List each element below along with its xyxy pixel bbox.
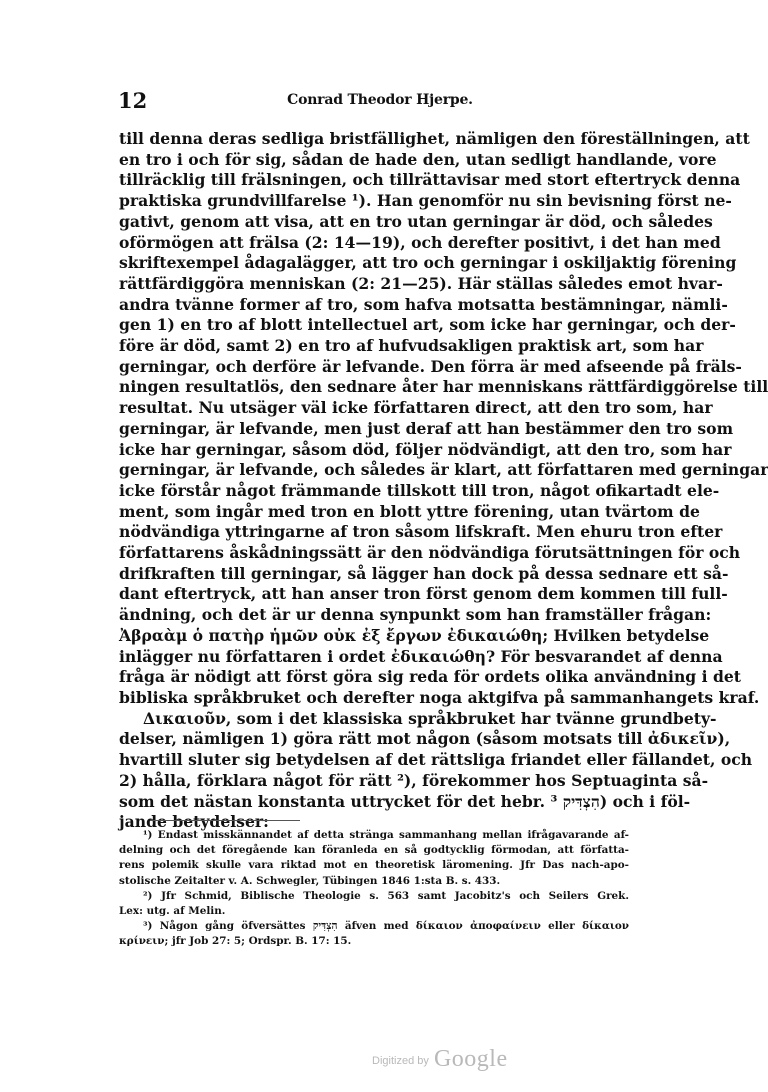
footnote-line: stolische Zeitalter v. A. Schwegler, Tübingen 1846 1:sta B. s. 433.: [119, 874, 501, 887]
running-head: Conrad Theodor Hjerpe.: [287, 92, 473, 108]
body-line: skriftexempel ådagalägger, att tro och gerningar i oskiljaktig förening: [119, 253, 737, 273]
body-line: dant eftertryck, att han anser tron först genom dem kommen till full-: [119, 584, 728, 604]
google-logo: Google: [433, 1046, 508, 1072]
body-line: som det nästan konstanta uttrycket för det hebr. הִצְדִּיק ³) och i föl-: [119, 791, 691, 811]
body-line: drifkraften till gerningar, så lägger han dock på dessa sednare ett så-: [119, 563, 729, 583]
body-line: icke har gerningar, såsom död, följer nödvändigt, att den tro, som har: [119, 439, 732, 459]
body-line: en tro i och för sig, sådan de hade den, utan sedligt handlande, vore: [119, 149, 717, 169]
page-header: [0, 88, 702, 118]
footnote-1: ¹) Endast misskännandet af detta stränga sammanhang mellan ifrågavarande af-: [143, 829, 629, 841]
body-line: resultat. Nu utsäger väl icke författaren direct, att den tro som, har: [119, 398, 713, 418]
paragraph-start-line: Δικαιοῦν, som i det klassiska språkbruket har tvänne grundbety-: [143, 708, 717, 728]
body-line: jande betydelser:: [119, 812, 269, 832]
body-line: författarens åskådningssätt är den nödvändiga förutsättningen för och: [119, 543, 741, 563]
body-line: ment, som ingår med tron en blott yttre förening, utan tvärtom de: [119, 501, 700, 521]
body-line-greek: Ἀβραὰμ ὁ πατὴρ ἡμῶν οὐκ ἐξ ἔργων ἐδικαιώθη; Hvilken betydelse: [119, 625, 710, 645]
footnote-line: delning och det föregående kan föranleda en så godtycklig förmodan, att författa-: [119, 844, 629, 857]
body-line: ningen resultatlös, den sednare åter har menniskans rättfärdiggörelse till: [119, 377, 768, 397]
body-line: icke förstår något främmande tillskott till tron, något ofikartadt ele-: [119, 480, 720, 500]
body-line: gerningar, och derföre är lefvande. Den förra är med afseende på fräls-: [119, 356, 742, 376]
watermark-prefix: Digitized by: [372, 1055, 429, 1067]
body-line: praktiska grundvillfarelse ¹). Han genomför nu sin bevisning först ne-: [119, 191, 732, 211]
footnote-3: ³) Någon gång öfversättes הִצְדִּיק äfven med δίκαιον ἀποφαίνειν eller δίκαιον: [143, 920, 629, 933]
body-line: delser, nämligen 1) göra rätt mot någon (såsom motsats till ἀδικεῖν),: [119, 729, 731, 749]
body-line: andra tvänne former af tro, som hafva motsatta bestämningar, nämli-: [119, 294, 728, 314]
body-line: fråga är nödigt att först göra sig reda för ordets olika användning i det: [119, 667, 741, 687]
body-line: inlägger nu författaren i ordet ἐδικαιώθη? För besvarandet af denna: [119, 646, 723, 666]
body-text: [119, 129, 768, 833]
body-line: hvartill sluter sig betydelsen af det rättsliga friandet eller fällandet, och: [119, 750, 753, 770]
footnote-divider: [150, 820, 300, 821]
body-line: gerningar, är lefvande, men just deraf att han bestämmer den tro som: [119, 418, 734, 438]
body-line: gen 1) en tro af blott intellectuel art, som icke har gerningar, och der-: [119, 315, 736, 335]
body-line: till denna deras sedliga bristfällighet, nämligen den föreställningen, att: [119, 129, 750, 148]
body-line: 2) hålla, förklara något för rätt ²), förekommer hos Septuaginta så-: [119, 770, 709, 790]
body-line: oförmögen att frälsa (2: 14—19), och derefter positivt, i det han med: [119, 232, 721, 252]
footnote-line: Lex: utg. af Melin.: [119, 905, 226, 918]
footnote-2: ²) Jfr Schmid, Biblische Theologie s. 563 samt Jacobitz's och Seilers Grek.: [143, 889, 629, 902]
digitized-watermark: [372, 1046, 508, 1076]
body-line: ändning, och det är ur denna synpunkt som han framställer frågan:: [119, 605, 712, 625]
body-line: rättfärdiggöra menniskan (2: 21—25). Här ställas således emot hvar-: [119, 273, 723, 293]
body-line: före är död, samt 2) en tro af hufvudsakligen praktisk art, som har: [119, 336, 704, 356]
body-line: tillräcklig till frälsningen, och tillrättavisar med stort eftertryck denna: [119, 170, 741, 190]
body-line: gerningar, är lefvande, och således är klart, att författaren med gerningar: [119, 460, 768, 480]
footnote-line: rens polemik skulle vara riktad mot en theoretisk läromening. Jfr Das nach-apo-: [119, 859, 629, 872]
body-line: gativt, genom att visa, att en tro utan gerningar är död, och således: [119, 211, 713, 231]
body-line: nödvändiga yttringarne af tron såsom lifskraft. Men ehuru tron efter: [119, 522, 723, 542]
footnote-line: κρίνειν; jfr Job 27: 5; Ordspr. B. 17: 15.: [119, 935, 352, 948]
body-line: bibliska språkbruket och derefter noga aktgifva på sammanhangets kraf.: [119, 687, 760, 707]
footnotes: [119, 828, 629, 950]
page-number: 12: [118, 88, 148, 113]
